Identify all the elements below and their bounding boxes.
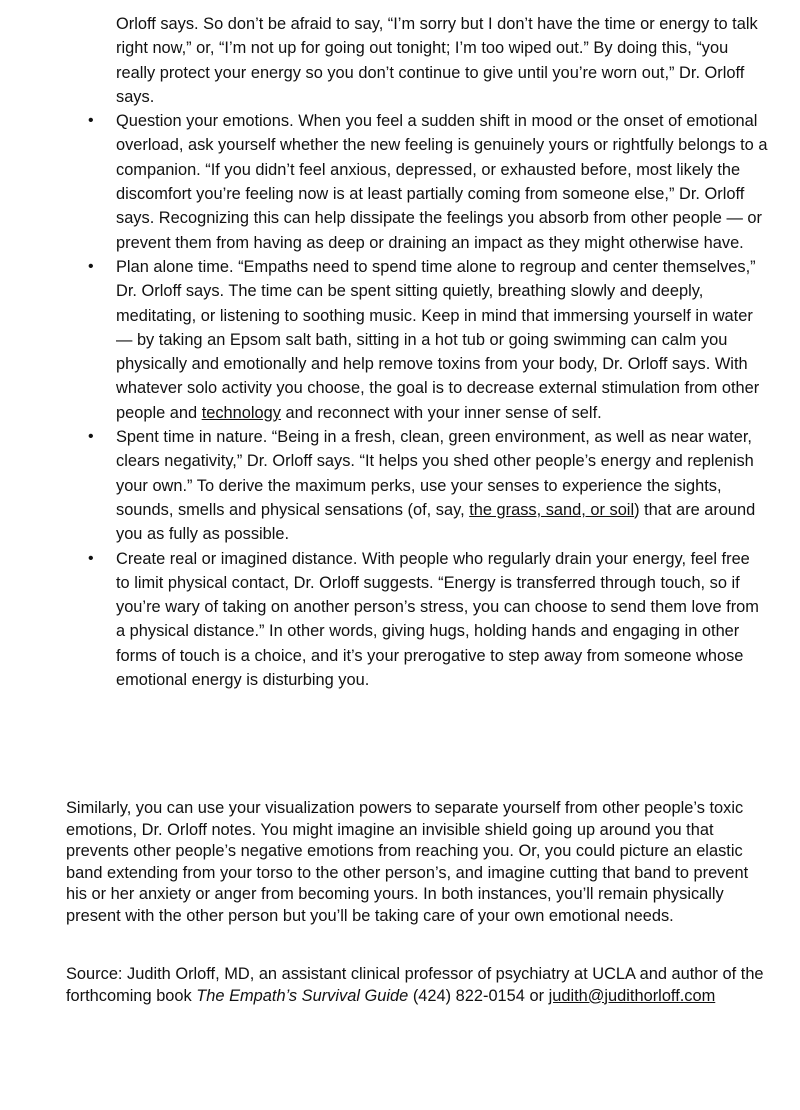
list-item-text: Orloff says. So don’t be afraid to say, “I’m sorry but I don’t have the time or energy to talk right now,” or, “I’m not up for going out tonight; I’m too wiped out.” By doing this, “you really protect your energy so you don’t continue to give until you’re worn out,” Dr. Orloff says. [116,15,758,106]
list-item-text: ) that are around you as fully as possible. [116,500,756,544]
source-text: Source: Judith Orloff, MD, an assistant clinical professor of psychiatry at UCLA and author of the forthcoming book [66,965,764,1005]
email-link[interactable]: judith@judithorloff.com [548,986,716,1005]
bullet-icon: • [88,549,94,567]
visualization-paragraph: Similarly, you can use your visualization powers to separate yourself from other people’s toxic emotions, Dr. Orloff notes. You might imagine an invisible shield going up around you that prevents other people’s negative emotions from reaching you. Or, you could picture an elastic band extending from your torso to the other person’s, and imagine cutting that band to prevent his or her anxiety or anger from becoming yours. In both instances, you’ll remain physically present with the other person but you’ll be taking care of your own emotional needs. [66,799,749,925]
list-item-text: Create real or imagined distance. With people who regularly drain your energy, feel free to limit physical contact, Dr. Orloff suggests. “Energy is transferred through touch, so if you’re wary of taking on another person’s stress, you can choose to send them love from a physical distance.” In other words, giving hugs, holding hands and engaging in other forms of touch is a choice, and it’s your prerogative to step away from someone whose emotional energy is disturbing you. [116,549,759,690]
technology-link[interactable]: technology [201,403,281,422]
source-text: (424) 822-0154 or [408,986,549,1005]
list-item [88,547,768,693]
list-item-text: Question your emotions. When you feel a sudden shift in mood or the onset of emotional overload, ask yourself whether the new feeling is genuinely yours or rightfully belongs to a companion. “If you didn’t feel anxious, depressed, or exhausted before, most likely the discomfort you’re feeling now is at least partially coming from someone else,” Dr. Orloff says. Recognizing this can help dissipate the feelings you absorb from other people — or prevent them from having as deep or draining an impact as they might otherwise have. [116,112,768,252]
book-title: The Empath’s Survival Guide [196,986,409,1005]
list-item [88,425,768,546]
tips-list [88,12,768,692]
source-paragraph [66,964,766,1007]
bullet-icon: • [88,112,94,130]
list-item [88,12,768,109]
list-item-text: Spent time in nature. “Being in a fresh, clean, green environment, as well as near water, clears negativity,” Dr. Orloff says. “It helps you shed other people’s energy and replenish your own.” To derive the maximum perks, use your senses to experience the sights, sounds, smells and physical sensations (of, say, [116,428,754,519]
list-item-text: and reconnect with your inner sense of self. [280,403,602,422]
list-item-text: Plan alone time. “Empaths need to spend time alone to regroup and center themselves,” Dr. Orloff says. The time can be spent sitting quietly, breathing slowly and deeply, meditating, or listening to soothing music. Keep in mind that immersing yourself in water — by taking an Epsom salt bath, sitting in a hot tub or going swimming can calm you physically and emotionally and help remove toxins from your body, Dr. Orloff says. With whatever solo activity you choose, the goal is to decrease external stimulation from other people and [116,257,760,422]
list-item [88,109,768,255]
grass-sand-soil-link[interactable]: the grass, sand, or soil [469,500,635,519]
list-item [88,255,768,425]
bullet-icon: • [88,257,94,275]
bullet-icon: • [88,428,94,446]
